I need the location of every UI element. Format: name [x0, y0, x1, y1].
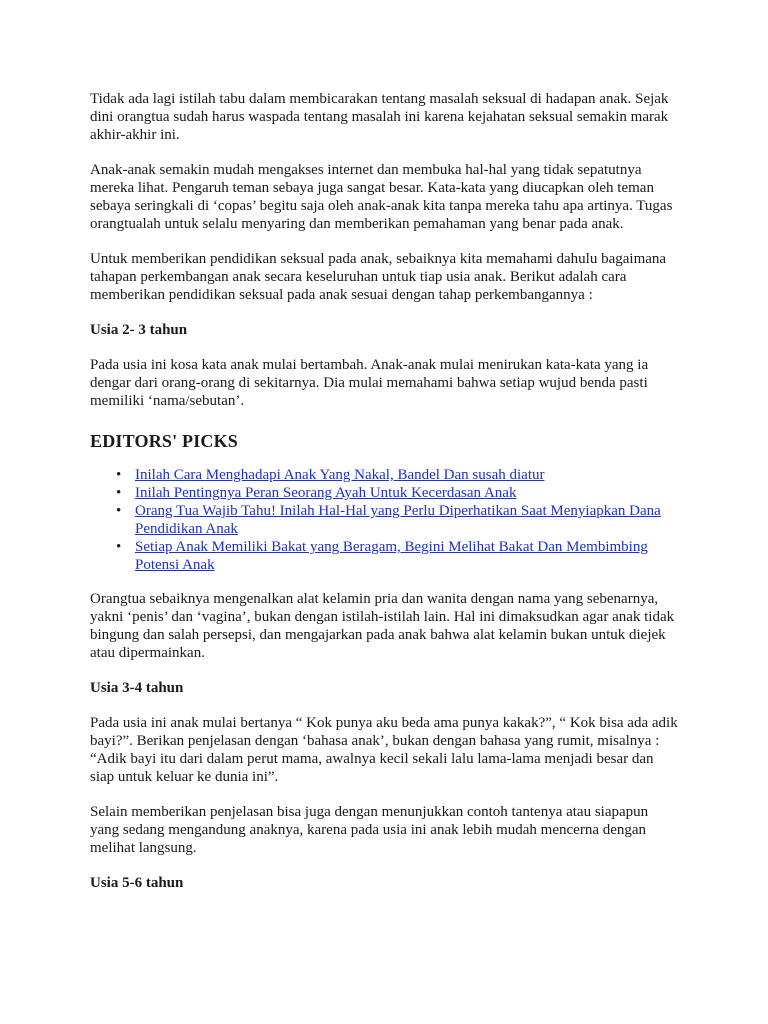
- editors-pick-link-4[interactable]: Setiap Anak Memiliki Bakat yang Beragam, Begini Melihat Bakat Dan Membimbing Potensi Anak: [135, 539, 648, 573]
- list-item: [116, 466, 680, 484]
- editors-picks-list: [90, 466, 680, 574]
- bullet: •: [116, 467, 122, 483]
- list-item: [116, 538, 680, 574]
- internet-paragraph: Anak-anak semakin mudah mengakses internet dan membuka hal-hal yang tidak sepatutnya mereka lihat. Pengaruh teman sebaya juga sangat besar. Kata-kata yang diucapkan oleh teman sebaya seringkali di ‘copas’ begitu saja oleh anak-anak kita tanpa mereka tahu apa artinya. Tugas orangtualah untuk selalu menyaring dan memberikan pemahaman yang benar pada anak.: [90, 162, 673, 232]
- list-item: [116, 484, 680, 502]
- editors-picks-heading: EDITORS' PICKS: [90, 431, 239, 451]
- bullet: •: [116, 539, 122, 555]
- intro-paragraph: Tidak ada lagi istilah tabu dalam membicarakan tentang masalah seksual di hadapan anak. Sejak dini orangtua sudah harus waspada tentang masalah ini karena kejahatan seksual semakin marak akhir-akhir ini.: [90, 91, 669, 143]
- editors-pick-link-1[interactable]: Inilah Cara Menghadapi Anak Yang Nakal, Bandel Dan susah diatur: [135, 467, 545, 483]
- heading-usia-2-3: Usia 2- 3 tahun: [90, 322, 188, 338]
- list-item: [116, 502, 680, 538]
- example-paragraph: Selain memberikan penjelasan bisa juga dengan menunjukkan contoh tantenya atau siapapun yang sedang mengandung anaknya, karena pada usia ini anak lebih mudah mencerna dengan melihat langsung.: [90, 804, 649, 856]
- bullet: •: [116, 503, 122, 519]
- genital-names-paragraph: Orangtua sebaiknya mengenalkan alat kelamin pria dan wanita dengan nama yang sebenarnya, yakni ‘penis’ dan ‘vagina’, bukan dengan istilah-istilah lain. Hal ini dimaksudkan agar anak tidak bingung dan salah persepsi, dan mengajarkan pada anak bahwa alat kelamin bukan untuk diejek atau dipermainkan.: [90, 591, 675, 661]
- stages-intro-paragraph: Untuk memberikan pendidikan seksual pada anak, sebaiknya kita memahami dahulu bagaimana tahapan perkembangan anak secara keseluruhan untuk tiap usia anak. Berikut adalah cara memberikan pendidikan seksual pada anak sesuai dengan tahap perkembangannya :: [90, 251, 667, 303]
- bullet: •: [116, 485, 122, 501]
- heading-usia-5-6: Usia 5-6 tahun: [90, 875, 184, 891]
- usia-3-4-paragraph: Pada usia ini anak mulai bertanya “ Kok punya aku beda ama punya kakak?”, “ Kok bisa ada adik bayi?”. Berikan penjelasan dengan ‘bahasa anak’, bukan dengan bahasa yang rumit, misalnya : “Adik bayi itu dari dalam perut mama, awalnya kecil sekali lalu lama-lama menjadi besar dan siap untuk keluar ke dunia ini”.: [90, 715, 678, 785]
- heading-usia-3-4: Usia 3-4 tahun: [90, 680, 184, 696]
- usia-2-3-paragraph: Pada usia ini kosa kata anak mulai bertambah. Anak-anak mulai menirukan kata-kata yang ia dengar dari orang-orang di sekitarnya. Dia mulai memahami bahwa setiap wujud benda pasti memiliki ‘nama/sebutan’.: [90, 357, 649, 409]
- editors-pick-link-3[interactable]: Orang Tua Wajib Tahu! Inilah Hal-Hal yang Perlu Diperhatikan Saat Menyiapkan Dana Pendidikan Anak: [135, 503, 661, 537]
- editors-pick-link-2[interactable]: Inilah Pentingnya Peran Seorang Ayah Untuk Kecerdasan Anak: [135, 485, 517, 501]
